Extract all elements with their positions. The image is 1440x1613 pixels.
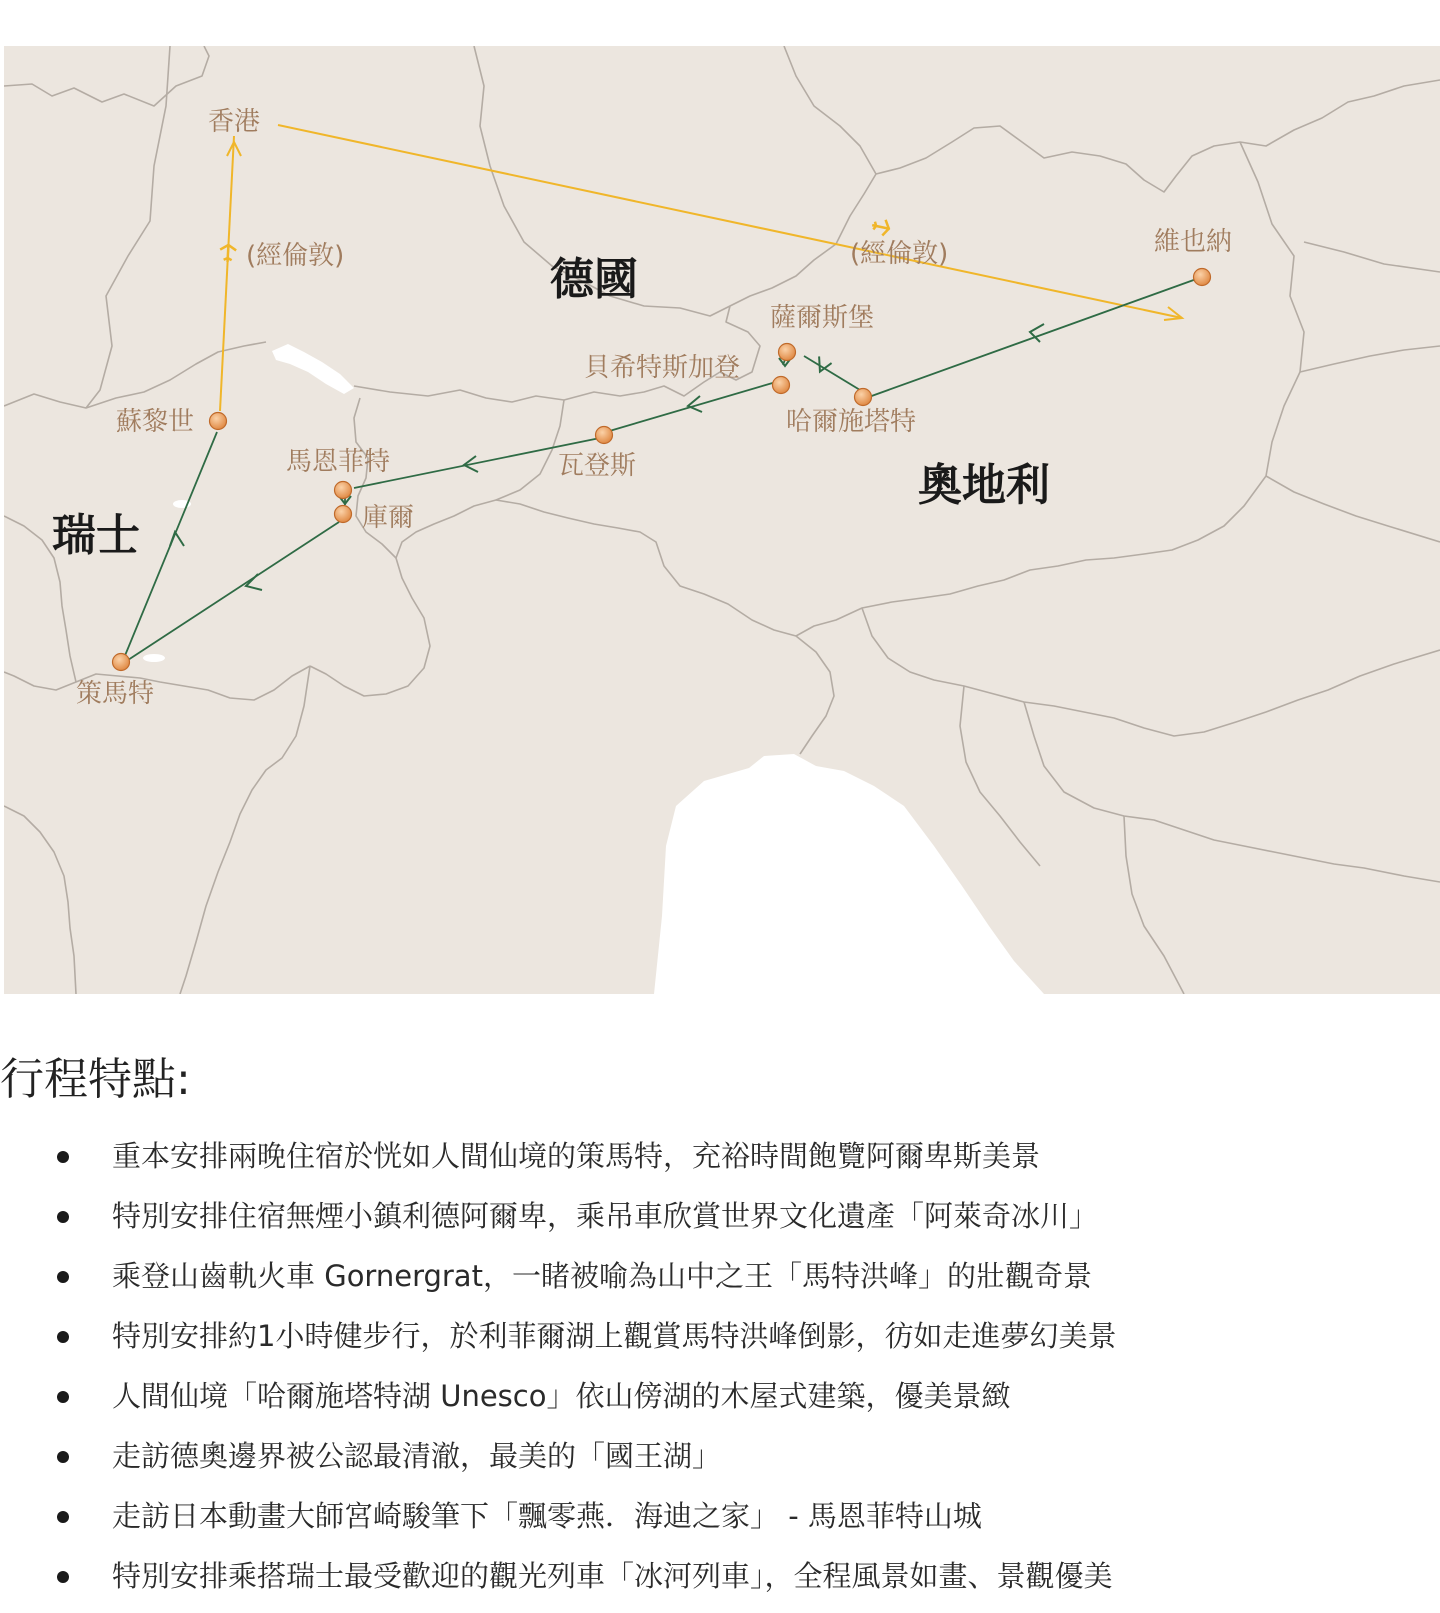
bullet-icon [57, 1331, 69, 1343]
stop-marker-vienna [1194, 269, 1211, 286]
bullet-icon [57, 1511, 69, 1523]
bullet-icon [57, 1571, 69, 1583]
country-label-switzerland: 瑞士 [52, 510, 140, 561]
list-item [0, 1186, 1440, 1246]
bullet-icon [57, 1391, 69, 1403]
lake [143, 654, 165, 662]
features-list [0, 1126, 1440, 1606]
place-label-chur: 庫爾 [362, 503, 415, 533]
place-label-salzburg: 薩爾斯堡 [770, 303, 875, 333]
stop-marker-zermatt [113, 654, 130, 671]
list-item [0, 1546, 1440, 1606]
feature-text: 走訪德奧邊界被公認最清澈，最美的「國王湖」 [112, 1439, 722, 1473]
feature-text: 特別安排住宿無煙小鎮利德阿爾卑，乘吊車欣賞世界文化遺產「阿萊奇冰川」 [112, 1199, 1099, 1233]
stop-marker-wattens [596, 427, 613, 444]
list-item [0, 1246, 1440, 1306]
route-map [4, 46, 1440, 994]
itinerary-features [0, 1050, 1440, 1606]
stop-marker-salzburg [779, 344, 796, 361]
feature-text: 重本安排兩晚住宿於恍如人間仙境的策馬特，充裕時間飽覽阿爾卑斯美景 [112, 1139, 1041, 1173]
place-label-zermatt: 策馬特 [76, 679, 155, 709]
stop-marker-maienfeld [335, 482, 352, 499]
list-item [0, 1426, 1440, 1486]
stop-marker-hallstatt [855, 389, 872, 406]
stop-marker-zurich [210, 413, 227, 430]
bullet-icon [57, 1211, 69, 1223]
place-label-maienfeld: 馬恩菲特 [286, 447, 391, 477]
features-title: 行程特點: [0, 1054, 191, 1105]
country-label-germany: 德國 [550, 254, 638, 305]
feature-text: 特別安排約1小時健步行，於利菲爾湖上觀賞馬特洪峰倒影，彷如走進夢幻美景 [112, 1319, 1117, 1353]
place-label-zurich: 蘇黎世 [116, 407, 195, 437]
feature-text: 特別安排乘搭瑞士最受歡迎的觀光列車「冰河列車」，全程風景如畫、景觀優美 [112, 1559, 1113, 1593]
place-label-vienna: 維也納 [1154, 227, 1233, 257]
feature-text: 人間仙境「哈爾施塔特湖 Unesco」依山傍湖的木屋式建築，優美景緻 [112, 1379, 1011, 1413]
place-label-wattens: 瓦登斯 [558, 451, 637, 481]
bullet-icon [57, 1151, 69, 1163]
place-label-hong-kong: 香港 [208, 107, 261, 137]
bullet-icon [57, 1451, 69, 1463]
list-item [0, 1306, 1440, 1366]
place-label-hallstatt: 哈爾施塔特 [786, 407, 917, 437]
place-label-berchtesgaden: 貝希特斯加登 [584, 353, 741, 383]
list-item [0, 1486, 1440, 1546]
stop-marker-chur [335, 506, 352, 523]
feature-text: 走訪日本動畫大師宮崎駿筆下「飄零燕．海迪之家」 - 馬恩菲特山城 [112, 1499, 982, 1533]
list-item [0, 1366, 1440, 1426]
place-label-london-east: (經倫敦) [850, 239, 949, 269]
country-label-austria: 奧地利 [918, 460, 1050, 511]
bullet-icon [57, 1271, 69, 1283]
feature-text: 乘登山齒軌火車 Gornergrat，一睹被喻為山中之王「馬特洪峰」的壯觀奇景 [112, 1259, 1092, 1293]
stop-marker-berchtesgaden [773, 377, 790, 394]
place-label-london-west: (經倫敦) [246, 241, 345, 271]
list-item [0, 1126, 1440, 1186]
